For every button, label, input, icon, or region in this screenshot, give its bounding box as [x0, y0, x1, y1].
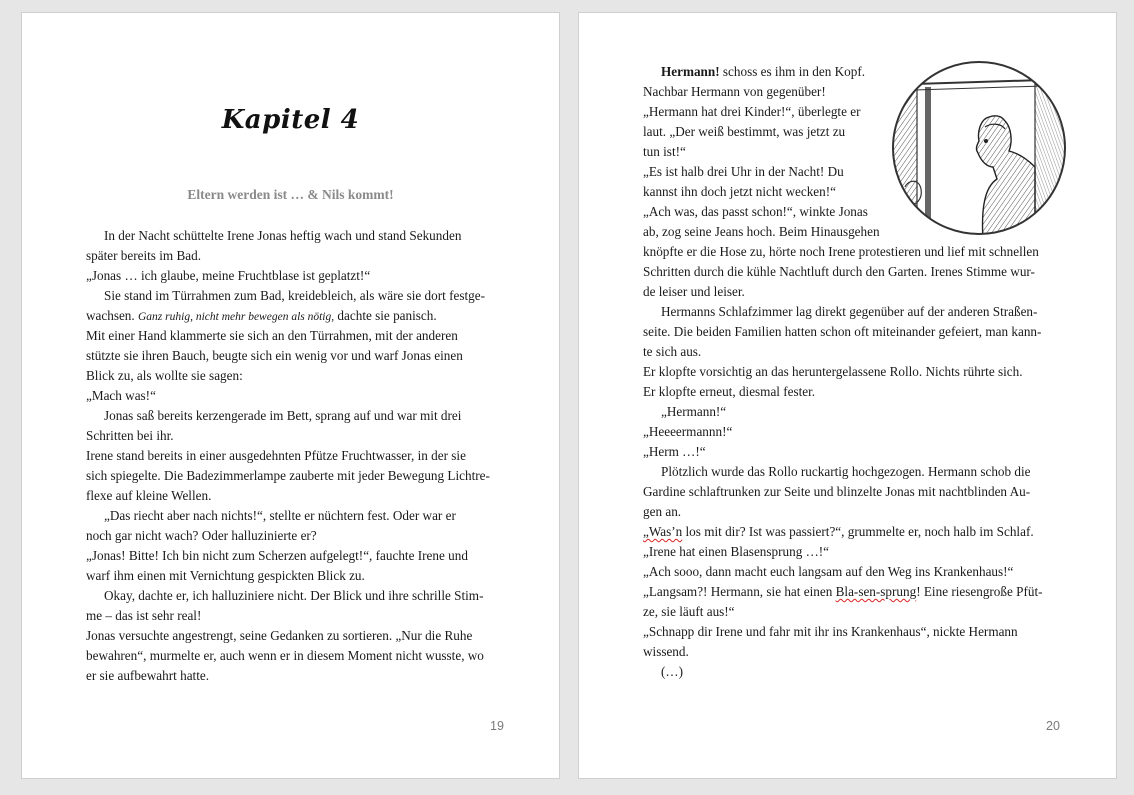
- page-number: 19: [490, 719, 504, 733]
- text-line: später bereits im Bad.: [86, 248, 201, 263]
- text-line: „Das riecht aber nach nichts!“, stellte er nüchtern fest. Oder war er: [104, 508, 456, 523]
- text-line: Plötzlich wurde das Rollo ruckartig hochgezogen. Hermann schob die: [661, 464, 1031, 479]
- text-line: „Heeeermannn!“: [643, 424, 733, 439]
- text-line: gen an.: [643, 504, 682, 519]
- text-line: „Hermann hat drei Kinder!“, überlegte er: [643, 104, 861, 119]
- text-line: warf ihm einen mit Vernichtung gespickten Blick zu.: [86, 568, 365, 583]
- text-line: wissend.: [643, 644, 689, 659]
- text-line: „Es ist halb drei Uhr in der Nacht! Du: [643, 164, 844, 179]
- text-line: er sie aufbewahrt hatte.: [86, 668, 210, 683]
- page-19: [21, 12, 560, 779]
- text-line: (…): [661, 664, 683, 679]
- text-fragment: ! Eine riesengroße Pfüt-: [916, 584, 1043, 599]
- text-line: Blick zu, als wollte sie sagen:: [86, 368, 243, 383]
- text-line: Irene stand bereits in einer ausgedehnten Pfütze Fruchtwasser, in der sie: [86, 448, 466, 463]
- text-line: „Jonas! Bitte! Ich bin nicht zum Scherzen aufgelegt!“, fauchte Irene und: [86, 548, 468, 563]
- bold-name: Hermann!: [661, 64, 720, 79]
- text-line: de leiser und leiser.: [643, 284, 745, 299]
- text-line: [643, 582, 1063, 602]
- page-number: 20: [1046, 719, 1060, 733]
- text-line: Er klopfte erneut, diesmal fester.: [643, 384, 816, 399]
- text-fragment: wachsen.: [86, 308, 135, 323]
- left-body-text: [86, 226, 506, 686]
- text-line: Schritten durch die kühle Nachtluft durch den Garten. Irenes Stimme wur-: [643, 264, 1035, 279]
- text-line: me – das ist sehr real!: [86, 608, 202, 623]
- text-line: „Jonas … ich glaube, meine Fruchtblase ist geplatzt!“: [86, 268, 371, 283]
- text-line: Er klopfte vorsichtig an das heruntergelassene Rollo. Nichts rührte sich.: [643, 364, 1023, 379]
- text-line: te sich aus.: [643, 344, 702, 359]
- italic-thought: Ganz ruhig, nicht mehr bewegen als nötig,: [138, 311, 335, 323]
- text-line: „Herm …!“: [643, 444, 706, 459]
- text-line: Jonas versuchte angestrengt, seine Gedanken zu sortieren. „Nur die Ruhe: [86, 628, 473, 643]
- page-20: [578, 12, 1117, 779]
- text-fragment: schoss es ihm in den Kopf.: [722, 64, 866, 79]
- text-line: noch gar nicht wach? Oder halluzinierte er?: [86, 528, 317, 543]
- text-line: ab, zog seine Jeans hoch. Beim Hinausgehen: [643, 224, 880, 239]
- text-line: sich spiegelte. Die Badezimmerlampe zauberte mit jeder Bewegung Lichtre-: [86, 468, 490, 483]
- text-line: Gardine schlaftrunken zur Seite und blinzelte Jonas mit nachtblinden Au-: [643, 484, 1031, 499]
- text-line: stützte sie ihren Bauch, beugte sich ein wenig vor und warf Jonas einen: [86, 348, 463, 363]
- text-line: „Ach was, das passt schon!“, winkte Jonas: [643, 204, 868, 219]
- right-body-text: [643, 62, 1063, 682]
- text-line: [86, 306, 506, 326]
- text-fragment: dachte sie panisch.: [337, 308, 437, 323]
- text-line: „Hermann!“: [661, 404, 727, 419]
- chapter-subtitle: Eltern werden ist … & Nils kommt!: [187, 187, 394, 202]
- text-line: [643, 62, 1063, 82]
- text-fragment: „Langsam?! Hermann, sie hat einen: [643, 584, 833, 599]
- text-line: Okay, dachte er, ich halluziniere nicht. Der Blick und ihre schrille Stim-: [104, 588, 484, 603]
- text-line: flexe auf kleine Wellen.: [86, 488, 212, 503]
- text-line: „Irene hat einen Blasensprung …!“: [643, 544, 830, 559]
- text-line: Schritten bei ihr.: [86, 428, 174, 443]
- text-line: Mit einer Hand klammerte sie sich an den Türrahmen, mit der anderen: [86, 328, 458, 343]
- text-line: Nachbar Hermann von gegenüber!: [643, 84, 826, 99]
- text-line: bewahren“, murmelte er, auch wenn er in diesem Moment nicht wusste, wo: [86, 648, 484, 663]
- text-line: knöpfte er die Hose zu, hörte noch Irene protestieren und lief mit schnellen: [643, 244, 1039, 259]
- spellcheck-word: „Was’n: [643, 524, 683, 539]
- spellcheck-word: Bla-sen-sprung: [835, 584, 917, 599]
- text-line: Hermanns Schlafzimmer lag direkt gegenüber auf der anderen Straßen-: [661, 304, 1038, 319]
- chapter-title: Kapitel 4: [221, 105, 360, 135]
- text-line: Jonas saß bereits kerzengerade im Bett, sprang auf und war mit drei: [104, 408, 462, 423]
- text-line: „Schnapp dir Irene und fahr mit ihr ins Krankenhaus“, nickte Hermann: [643, 624, 1018, 639]
- text-line: „Mach was!“: [86, 388, 156, 403]
- text-line: tun ist!“: [643, 144, 686, 159]
- text-line: In der Nacht schüttelte Irene Jonas heftig wach und stand Sekunden: [104, 228, 462, 243]
- text-line: kannst ihn doch jetzt nicht wecken!“: [643, 184, 836, 199]
- text-line: „Ach sooo, dann macht euch langsam auf den Weg ins Krankenhaus!“: [643, 564, 1014, 579]
- text-line: [643, 522, 1063, 542]
- text-fragment: los mit dir? Ist was passiert?“, grummelte er, noch halb im Schlaf.: [685, 524, 1034, 539]
- text-line: laut. „Der weiß bestimmt, was jetzt zu: [643, 124, 846, 139]
- text-line: seite. Die beiden Familien hatten schon oft miteinander gefeiert, man kann-: [643, 324, 1042, 339]
- text-line: Sie stand im Türrahmen zum Bad, kreidebleich, als wäre sie dort festge-: [104, 288, 485, 303]
- text-line: ze, sie läuft aus!“: [643, 604, 735, 619]
